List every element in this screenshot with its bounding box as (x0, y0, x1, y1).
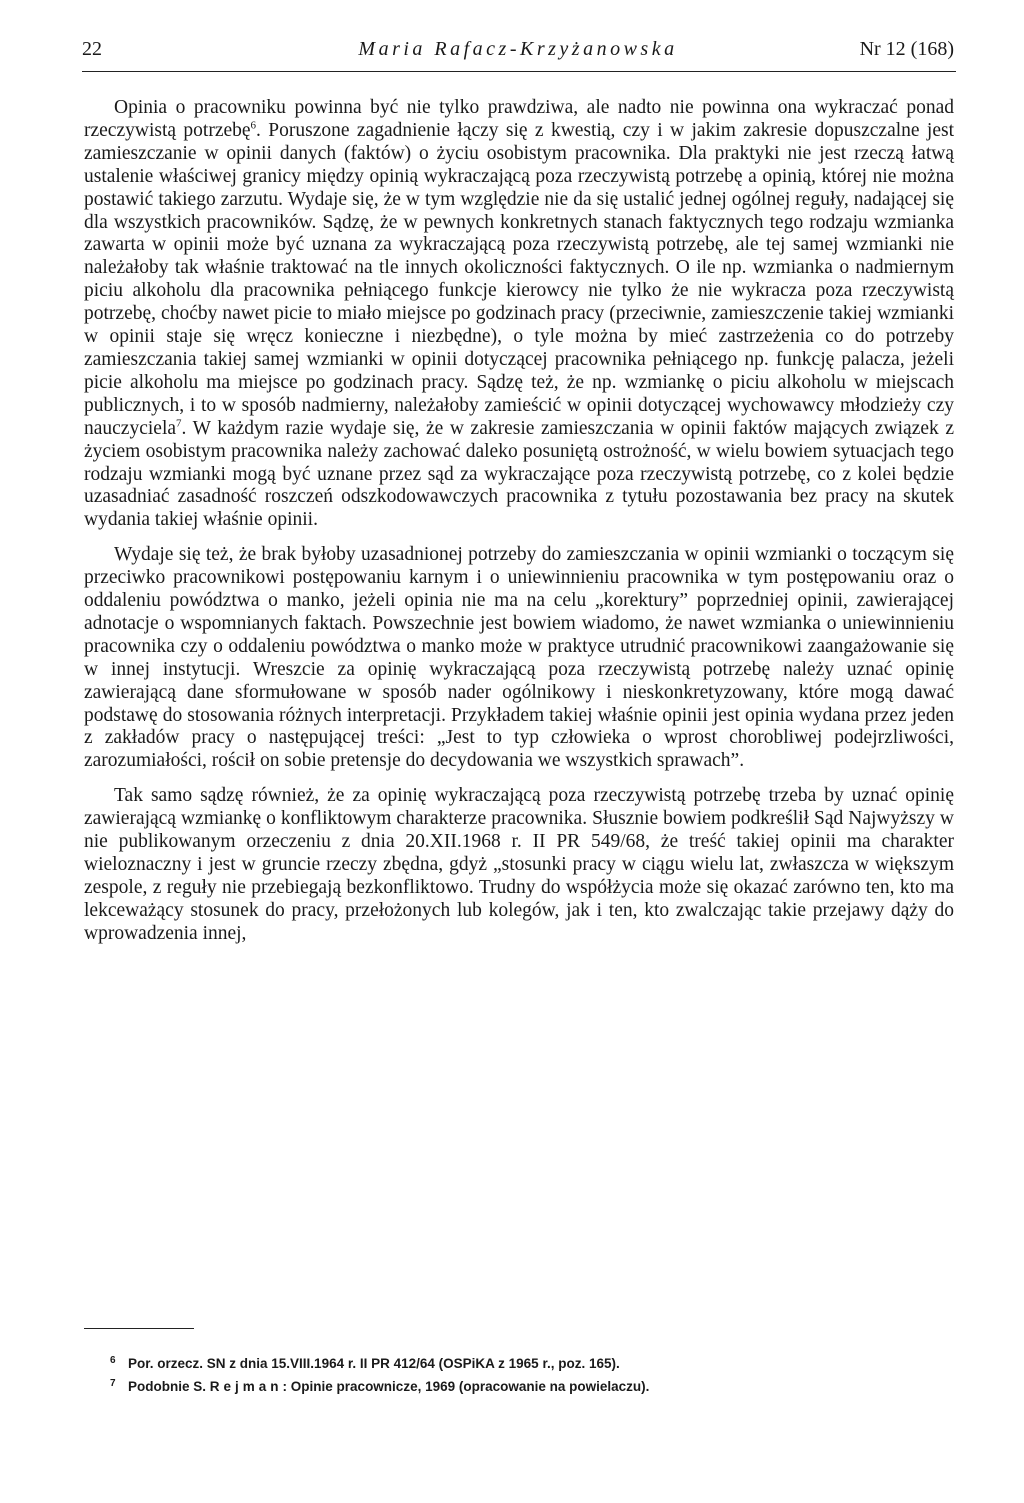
footnote-ref-7: 7 (176, 417, 182, 430)
footnote-rule (84, 1328, 194, 1329)
paragraph-1-text-b: . Poruszone zagadnienie łączy się z kwestią, czy i w jakim zakresie dopuszczalne jest zamieszczanie w opinii danych (faktów) o życiu osobistym pracownika. Dla praktyki nie jest rzeczą łatwą ustalenie właściwej granicy między opinią wykraczającą poza rzeczywistą potrzebę a opinią, której nie można postawić takiego zarzutu. Wydaje się, że w tym względzie nie da się ustalić jednej ogólnej reguły, nadającej się dla wszystkich pracowników. Sądzę, że w pewnych konkretnych stanach faktycznych tego rodzaju wzmianka zawarta w opinii może być uznana za wykraczającą poza rzeczywistą potrzebę, ale tej samej wzmianki nie należałoby tak właśnie traktować na tle innych okoliczności faktycznych. O ile np. wzmianka o nadmiernym piciu alkoholu dla pracownika pełniącego funkcje kierowcy nie tylko że nie wykracza poza rzeczywistą potrzebę, choćby nawet picie to miało miejsce po godzinach pracy (przeciwnie, zamieszczenie takiej wzmianki w opinii staje się wręcz konieczne i niezbędne), o tyle można by mieć zastrzeżenia co do potrzeby zamieszczania takiej samej wzmianki w opinii dotyczącej pracownika pełniącego np. funkcję palacza, jeżeli picie alkoholu ma miejsce po godzinach pracy. Sądzę też, że np. wzmiankę o piciu alkoholu w miejscach publicznych, i to w sposób nadmierny, należałoby zamieścić w opinii dotyczącej wychowawcy młodzieży czy nauczyciela (84, 119, 954, 439)
running-header (82, 36, 954, 62)
footnote-7: 7 Podobnie S. Rejman: Opinie pracownicze, 1969 (opracowanie na powielaczu). (110, 1377, 650, 1394)
footnote-6: 6 Por. orzecz. SN z dnia 15.VIII.1964 r. II PR 412/64 (OSPiKA z 1965 r., poz. 165). (110, 1354, 620, 1371)
header-rule (82, 71, 956, 72)
paragraph-1-text-a: Opinia o pracowniku powinna być nie tylko prawdziwa, ale nadto nie powinna ona wykraczać ponad rzeczywistą potrzebę (84, 97, 954, 141)
running-title: Maria Rafacz-Krzyżanowska (358, 38, 678, 60)
footnote-text: Por. orzecz. SN z dnia 15.VIII.1964 r. II PR 412/64 (OSPiKA z 1965 r., poz. 165). (128, 1356, 620, 1371)
paragraph-1 (84, 97, 954, 532)
paragraph-3: Tak samo sądzę również, że za opinię wykraczającą poza rzeczywistą potrzebę trzeba by uznać opinię zawierającą wzmiankę o konfliktowym charakterze pracownika. Słusznie bowiem podkreślił Sąd Najwyższy w nie publikowanym orzeczeniu z dnia 20.XII.1968 r. II PR 549/68, że treść takiej opinii ma charakter wieloznaczny i jest w gruncie rzeczy zbędna, gdyż „stosunki pracy w ciągu wielu lat, zwłaszcza w większym zespole, z reguły nie przebiegają bezkonfliktowo. Trudny do współżycia może się okazać zarówno ten, kto ma lekceważący stosunek do pracy, przełożonych lub kolegów, jak i ten, kto zwalczając takie przejawy dąży do wprowadzenia innej, (84, 785, 954, 944)
body-text (84, 97, 954, 946)
paragraph-2: Wydaje się też, że brak byłoby uzasadnionej potrzeby do zamieszczania w opinii wzmianki o toczącym się przeciwko pracownikowi postępowaniu karnym i o uniewinnieniu pracownika w tym postępowaniu oraz o oddaleniu powództwa o manko, jeżeli opinia nie ma na celu „korektury” poprzedniej opinii, zawierającej adnotacje o wspomnianych faktach. Powszechnie jest bowiem wiadomo, że nawet wzmianka o uniewinnieniu pracownika czy o oddaleniu powództwa o manko może w praktyce utrudnić pracownikowi zaangażowanie się w innej instytucji. Wreszcie za opinię wykraczającą poza rzeczywistą potrzebę należy uznać opinię zawierającą dane sformułowane w sposób nader ogólnikowy i nieskonkretyzowany, które mogą dawać podstawę do stosowania różnych interpretacji. Przykładem takiej właśnie opinii jest opinia wydana przez jeden z zakładów pracy o następującej treści: „Jest to typ człowieka o wprost chorobliwej podejrzliwości, zarozumiałości, rościł on sobie pretensje do decydowania we wszystkich sprawach”. (84, 544, 954, 772)
footnotes (110, 1352, 910, 1398)
footnote-ref-6: 6 (250, 119, 257, 132)
footnote-author: Rejman (209, 1379, 283, 1394)
footnote-text-post: : Opinie pracownicze, 1969 (opracowanie na powielaczu). (282, 1379, 650, 1394)
footnote-text-pre: Podobnie S. (128, 1379, 210, 1394)
paragraph-1-text-c: . W każdym razie wydaje się, że w zakresie zamieszczania w opinii faktów mających związek z życiem osobistym pracownika należy zachować daleko posuniętą ostrożność, w wielu bowiem sytuacjach tego rodzaju wzmianki mogą być uznane przez sąd za wykraczające poza rzeczywistą potrzebę, co z kolei będzie uzasadniać zasadność roszczeń odszkodowawczych pracownika z tytułu pozostawania bez pracy na skutek wydania takiej właśnie opinii. (84, 417, 954, 531)
issue-number: Nr 12 (168) (859, 38, 954, 60)
page-number: 22 (82, 38, 102, 60)
